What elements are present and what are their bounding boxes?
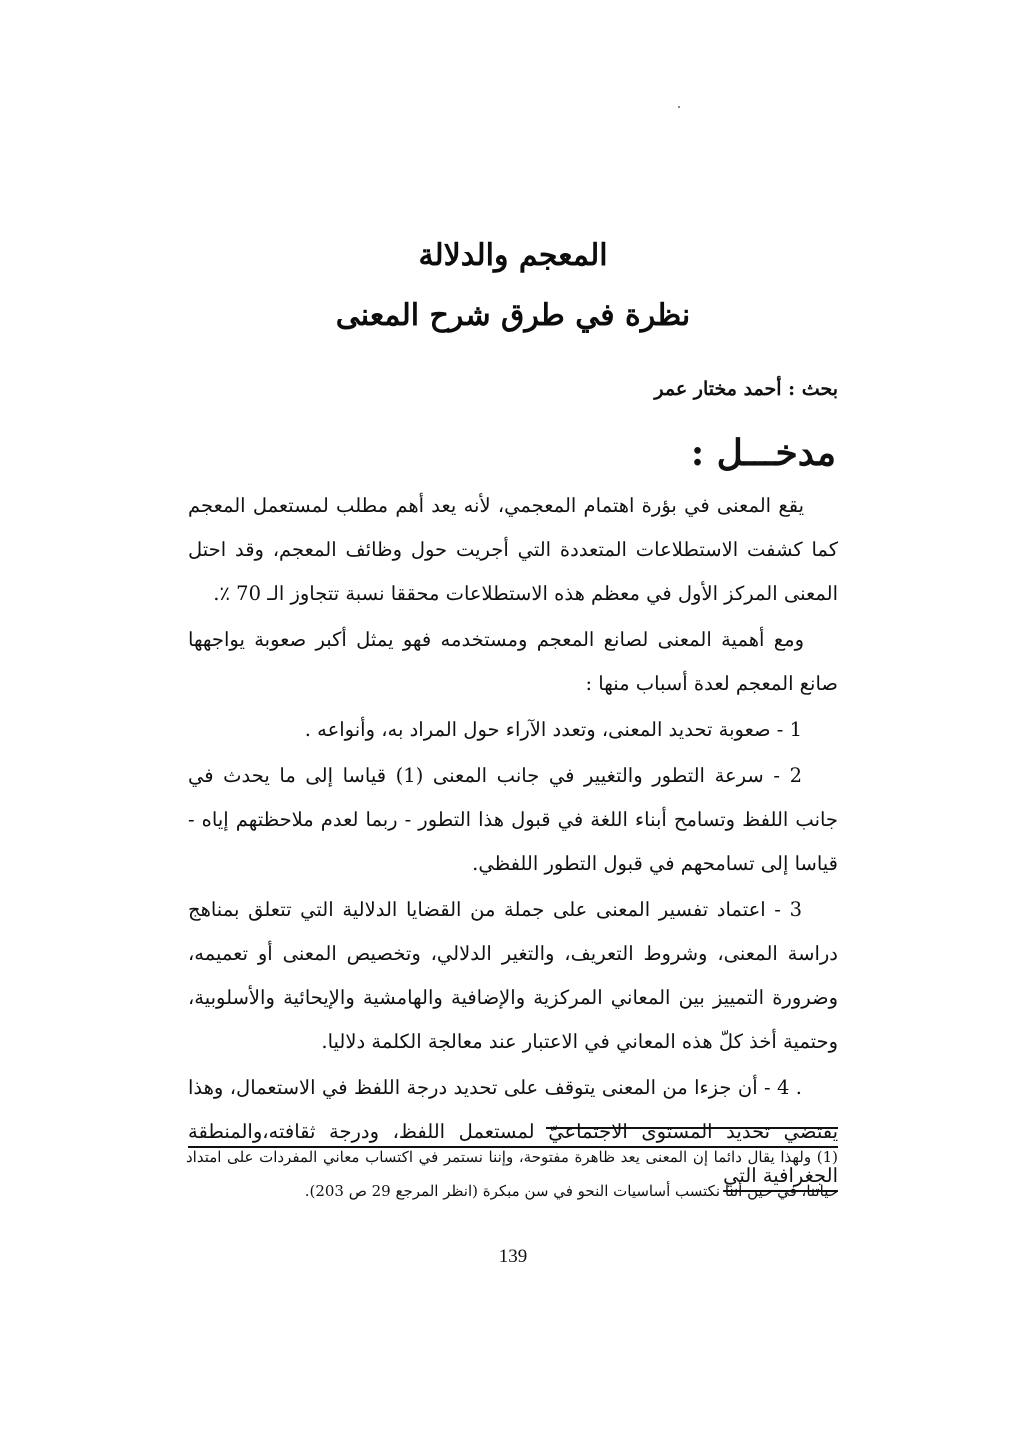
document-subtitle: نظرة في طرق شرح المعنى — [335, 298, 691, 333]
author-line: بحث : أحمد مختار عمر — [654, 378, 838, 400]
body-text — [188, 484, 838, 1200]
footnote: (1) ولهذا يقال دائما إن المعنى يعد ظاهرة مفتوحة، وإننا نستمر في اكتساب معاني المفردات على امتداد حياتنا، في حين أننا نكتسب أساسيات النحو في سن مبكرة (انظر المرجع 29 ص 203). — [186, 1148, 838, 1200]
paragraph-intro: يقع المعنى في بؤرة اهتمام المعجمي، لأنه يعد أهم مطلب لمستعمل المعجم كما كشفت الاستطلاعات المتعددة التي أجريت حول وظائف المعجم، وقد احتل المعنى المركز الأول في معظم هذه الاستطلاعات محققا نسبة تتجاوز الـ 70 ٪. — [188, 494, 838, 605]
section-heading: مدخـــل : — [690, 432, 836, 474]
list-item-4-part-1: . 4 - أن جزءا من المعنى يتوقف على تحديد درجة اللفظ في الاستعمال، وهذا — [188, 1076, 802, 1099]
scan-speck — [678, 106, 680, 108]
list-item-3: 3 - اعتماد تفسير المعنى على جملة من القضايا الدلالية التي تتعلق بمناهج دراسة المعنى، وشروط التعريف، والتغير الدلالي، وتخصيص المعنى أو تعميمه، وضرورة التمييز بين المعاني المركزية والإضافية والهامشية والإيحائية والأسلوبية، وحتمية أخذ كلّ هذه المعاني في الاعتبار عند معالجة الكلمة دلاليا. — [188, 898, 838, 1053]
list-item-2: 2 - سرعة التطور والتغيير في جانب المعنى (1) قياسا إلى ما يحدث في جانب اللفظ وتسامح أبناء اللغة في قبول هذا التطور - ربما لعدم ملاحظتهم إياه - قياسا إلى تسامحهم في قبول التطور اللفظي. — [188, 764, 838, 875]
list-item-4-part-2: يقتضي تحديد المستوى الاجتماعيّ لمستعمل اللفظ، ودرجة ثقافته،والمنطقة الجغرافية التي — [188, 1120, 838, 1187]
paragraph-reasons: ومع أهمية المعنى لصانع المعجم ومستخدمه فهو يمثل أكبر صعوبة يواجهها صانع المعجم لعدة أسباب منها : — [188, 628, 838, 695]
document-title: المعجم والدلالة — [418, 238, 608, 273]
footnote-divider — [546, 1127, 838, 1129]
page-number: 139 — [498, 1246, 528, 1267]
list-item-1: 1 - صعوبة تحديد المعنى، وتعدد الآراء حول المراد به، وأنواعه . — [304, 718, 802, 741]
